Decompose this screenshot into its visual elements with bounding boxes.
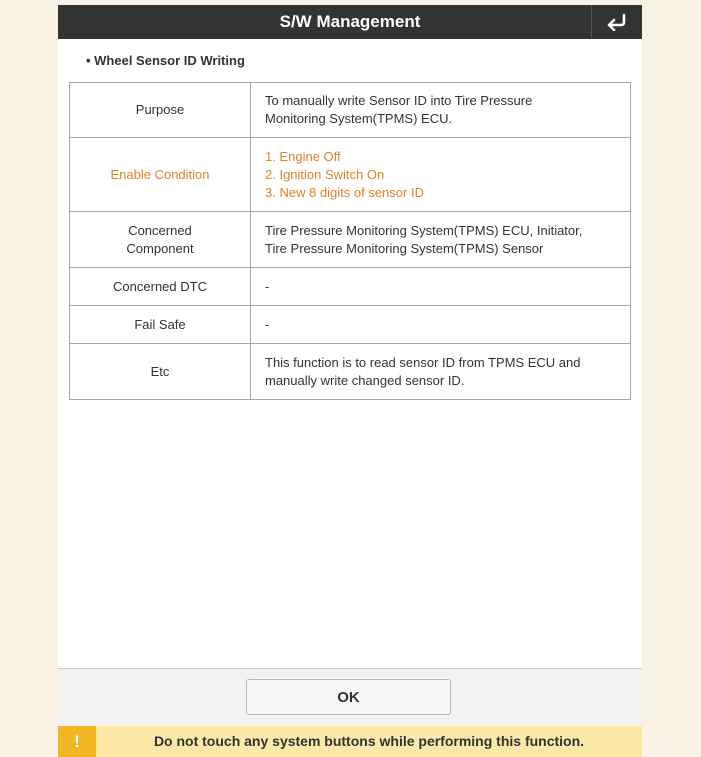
title-bar xyxy=(58,5,642,39)
row-value-text: To manually write Sensor ID into Tire Pressure Monitoring System(TPMS) ECU. xyxy=(265,93,533,126)
row-value-text: Tire Pressure Monitoring System(TPMS) ECU, Initiator, Tire Pressure Monitoring System(TPMS) Sensor xyxy=(265,222,583,256)
table-row xyxy=(70,212,631,268)
warning-banner xyxy=(58,726,642,757)
row-value-text: 1. Engine Off 2. Ignition Switch On 3. New 8 digits of sensor ID xyxy=(265,148,424,200)
row-value xyxy=(251,306,631,344)
row-value xyxy=(251,268,631,306)
ok-button[interactable]: OK xyxy=(246,679,451,715)
row-label: Concerned DTC xyxy=(70,268,251,306)
info-table xyxy=(69,82,631,400)
table-row xyxy=(70,83,631,138)
row-value xyxy=(251,138,631,212)
row-label-text: Concerned Component xyxy=(126,222,194,256)
table-row xyxy=(70,138,631,212)
window-title: S/W Management xyxy=(279,12,421,31)
row-value xyxy=(251,212,631,268)
row-label xyxy=(70,212,251,268)
table-row xyxy=(70,306,631,344)
warning-icon: ! xyxy=(58,726,96,757)
row-value-text: This function is to read sensor ID from TPMS ECU and manually write changed sensor ID. xyxy=(265,354,581,388)
row-value-text: - xyxy=(265,316,270,332)
row-value xyxy=(251,83,631,138)
button-bar xyxy=(58,668,642,727)
row-value-text: - xyxy=(265,278,270,294)
return-arrow-icon xyxy=(606,13,628,31)
sw-management-window xyxy=(58,5,642,757)
table-row xyxy=(70,268,631,306)
row-label: Etc xyxy=(70,344,251,400)
warning-text: Do not touch any system buttons while performing this function. xyxy=(153,733,585,749)
row-value xyxy=(251,344,631,400)
table-row xyxy=(70,344,631,400)
row-label: Enable Condition xyxy=(70,138,251,212)
back-button[interactable] xyxy=(591,5,642,39)
section-title: • Wheel Sensor ID Writing xyxy=(86,53,245,68)
row-label: Fail Safe xyxy=(70,306,251,344)
row-label: Purpose xyxy=(70,83,251,138)
